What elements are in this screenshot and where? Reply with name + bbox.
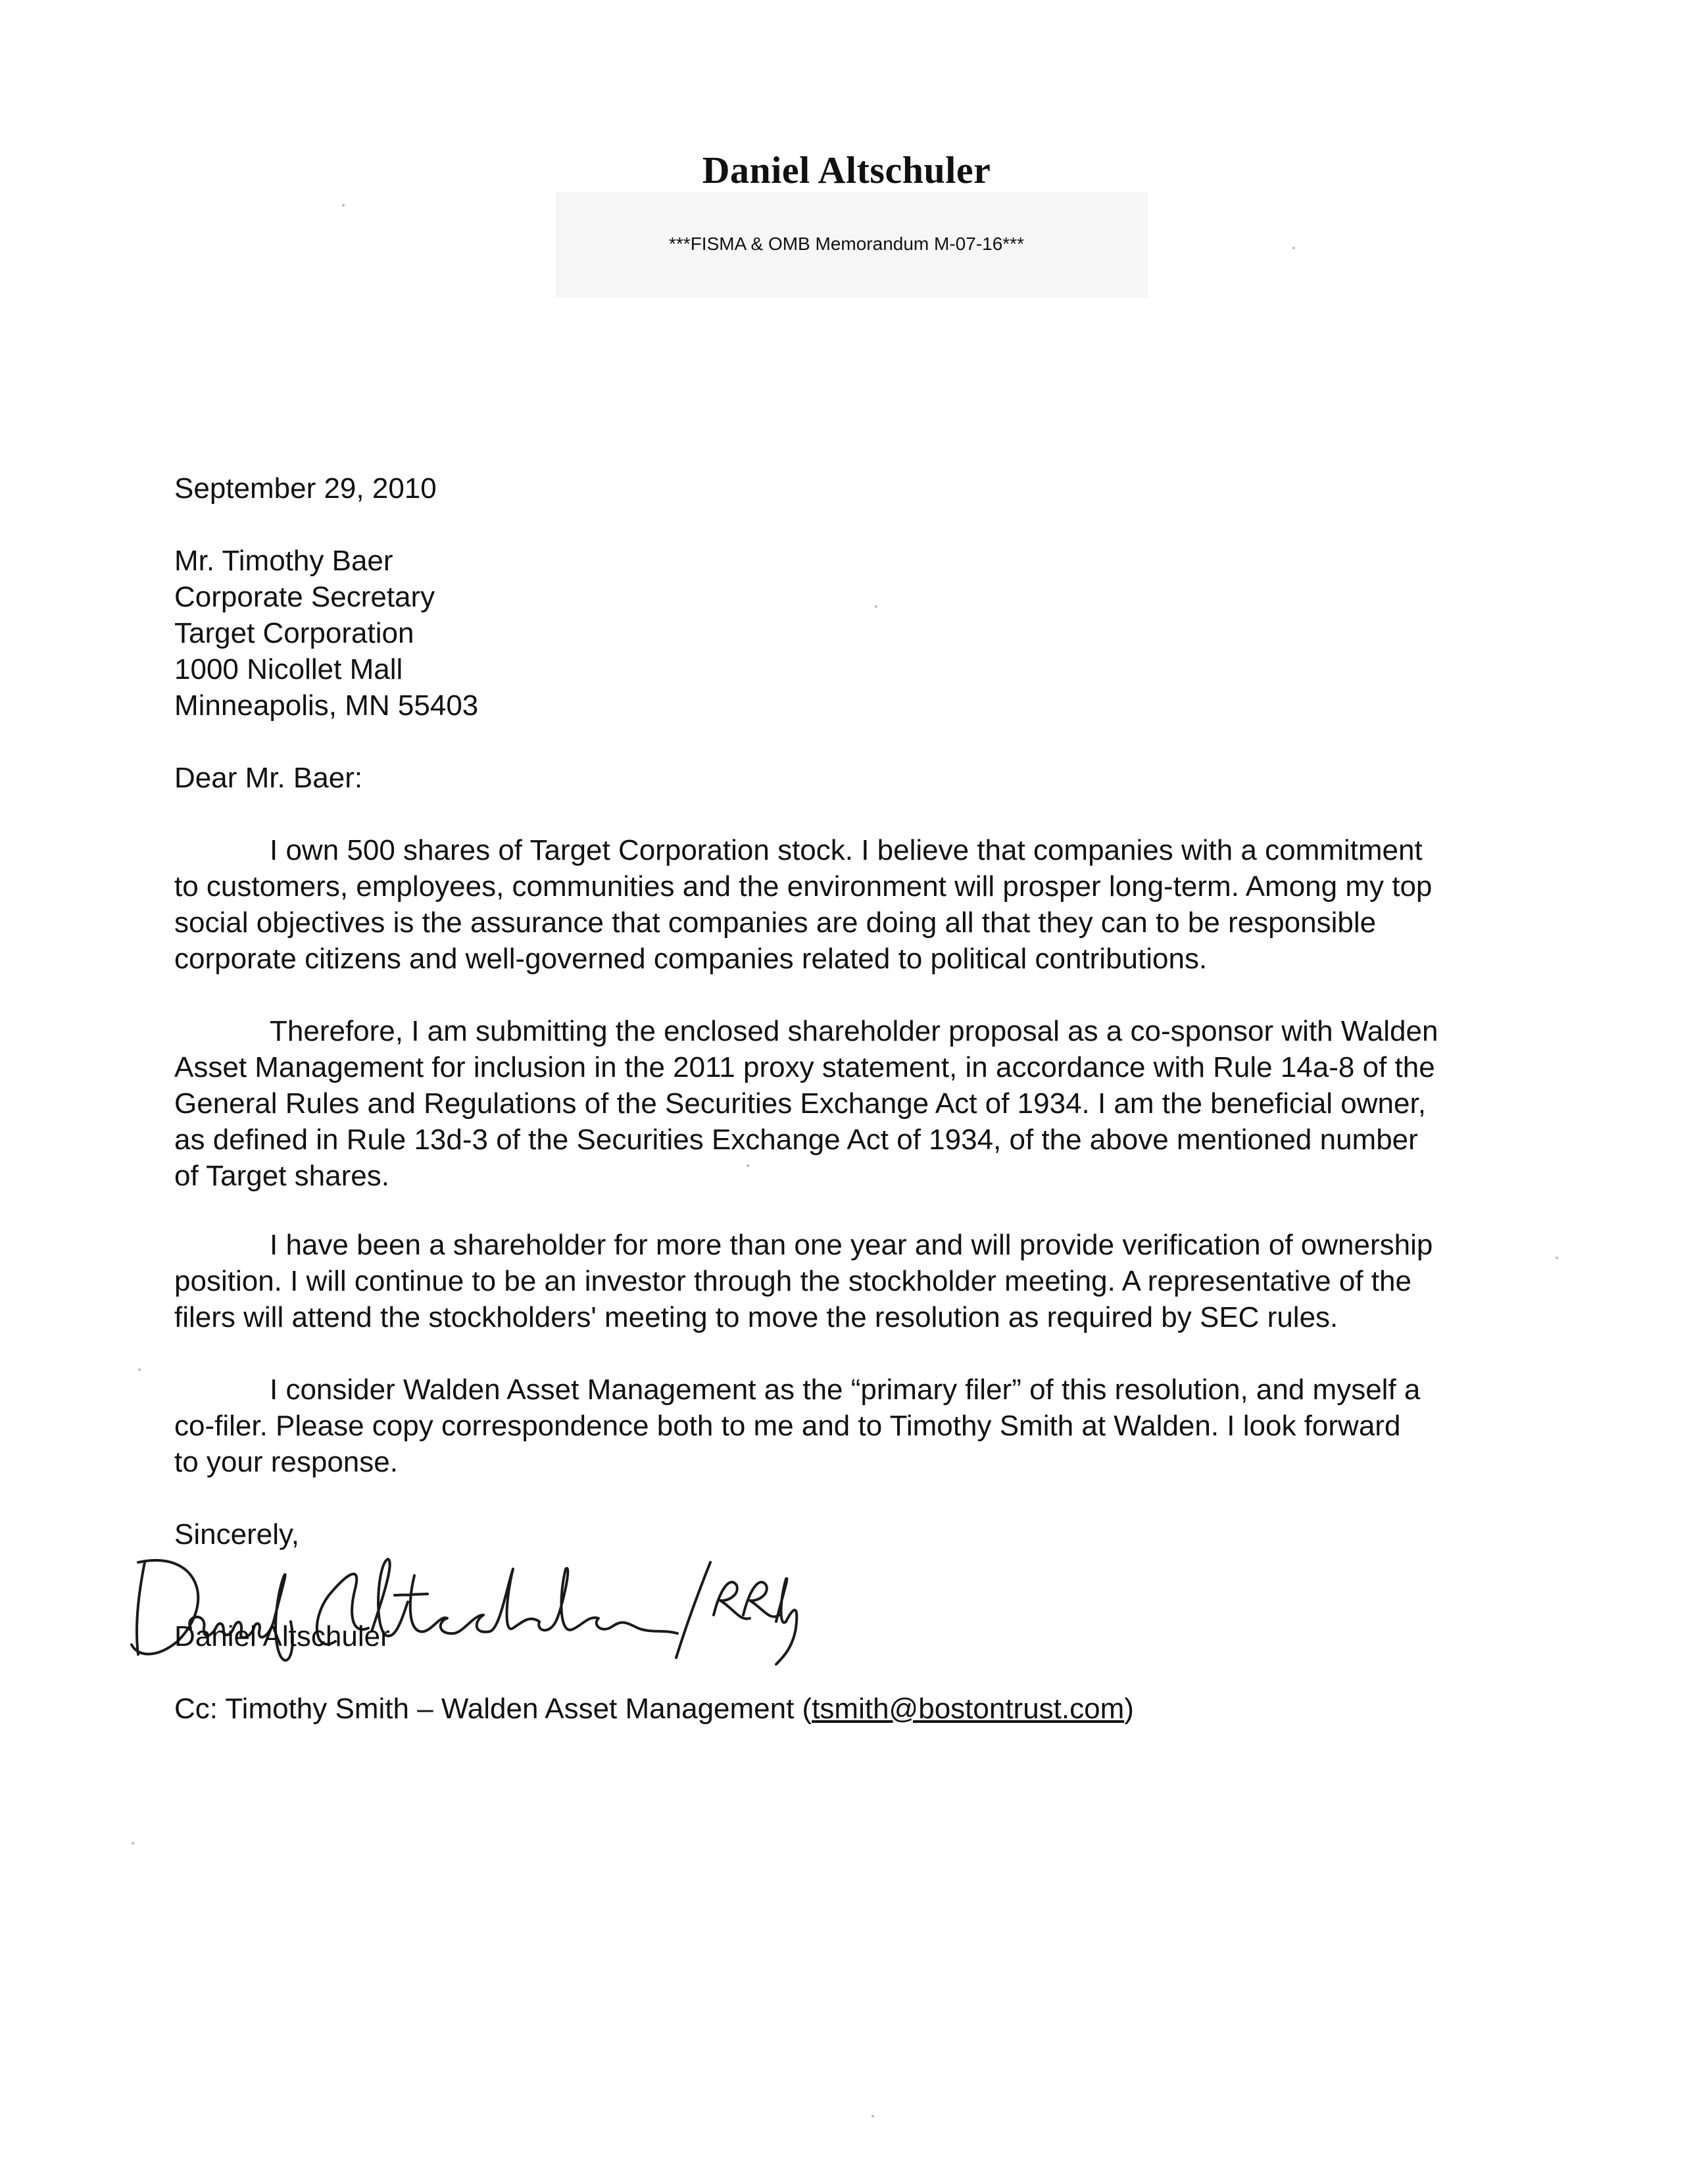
paragraph-line: General Rules and Regulations of the Securities Exchange Act of 1934. I am the beneficial owner,	[174, 1087, 1426, 1120]
paragraph-line: filers will attend the stockholders' meeting to move the resolution as required by SEC rules.	[174, 1301, 1338, 1333]
body-paragraph-2	[174, 1013, 1575, 1194]
scan-speck	[342, 204, 345, 207]
paragraph-line: Asset Management for inclusion in the 2011 proxy statement, in accordance with Rule 14a-8 of the	[174, 1051, 1435, 1083]
recipient-city: Minneapolis, MN 55403	[174, 689, 479, 722]
body-paragraph-3	[174, 1227, 1575, 1335]
scan-speck	[1292, 247, 1295, 249]
paragraph-line: I consider Walden Asset Management as the “primary filer” of this resolution, and myself a	[270, 1374, 1421, 1406]
cc-suffix: )	[1124, 1693, 1134, 1725]
paragraph-line: as defined in Rule 13d-3 of the Securities Exchange Act of 1934, of the above mentioned number	[174, 1124, 1418, 1156]
paragraph-line: corporate citizens and well-governed companies related to political contributions.	[174, 943, 1208, 975]
letterhead-name: Daniel Altschuler	[702, 149, 991, 191]
signer-name: Daniel Altschuler	[174, 1620, 390, 1652]
recipient-address	[174, 543, 478, 724]
paragraph-line: I have been a shareholder for more than one year and will provide verification of ownership	[270, 1229, 1433, 1261]
scan-speck	[747, 1164, 749, 1167]
scan-speck	[875, 605, 877, 608]
scan-speck	[871, 2115, 874, 2118]
paragraph-line: co-filer. Please copy correspondence both to me and to Timothy Smith at Walden. I look forward	[174, 1410, 1401, 1442]
scan-speck	[138, 1368, 141, 1371]
recipient-title: Corporate Secretary	[174, 581, 435, 613]
paragraph-line: position. I will continue to be an investor through the stockholder meeting. A representative of the	[174, 1265, 1411, 1297]
paragraph-line: of Target shares.	[174, 1160, 389, 1192]
paragraph-line: to your response.	[174, 1446, 398, 1478]
salutation: Dear Mr. Baer:	[174, 762, 363, 794]
paragraph-line: to customers, employees, communities and the environment will prosper long-term. Among my top	[174, 870, 1433, 903]
cc-email-link[interactable]: tsmith@bostontrust.com	[812, 1693, 1125, 1725]
paragraph-line: social objectives is the assurance that companies are doing all that they can to be responsible	[174, 906, 1377, 939]
recipient-street: 1000 Nicollet Mall	[174, 653, 403, 685]
scan-speck	[1556, 1256, 1558, 1259]
body-paragraph-4	[174, 1372, 1575, 1480]
body-paragraph-1	[174, 832, 1575, 977]
paragraph-line: Therefore, I am submitting the enclosed shareholder proposal as a co-sponsor with Walden	[270, 1015, 1438, 1047]
letter-date: September 29, 2010	[174, 472, 437, 505]
recipient-company: Target Corporation	[174, 617, 414, 649]
recipient-name: Mr. Timothy Baer	[174, 545, 393, 577]
scan-speck	[132, 1842, 134, 1845]
cc-prefix: Cc: Timothy Smith – Walden Asset Management (	[174, 1693, 812, 1725]
paragraph-line: I own 500 shares of Target Corporation stock. I believe that companies with a commitment	[270, 834, 1423, 866]
closing: Sincerely,	[174, 1518, 299, 1551]
memo-note: ***FISMA & OMB Memorandum M-07-16***	[669, 234, 1024, 254]
cc-line	[174, 1691, 1134, 1727]
